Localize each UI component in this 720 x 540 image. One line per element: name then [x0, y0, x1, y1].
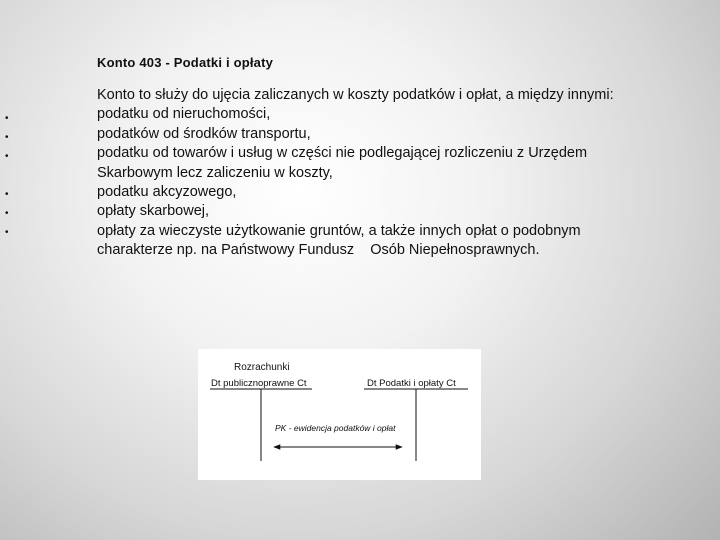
bullet-marker: • — [5, 151, 9, 162]
list-item: podatku od towarów i usług w części nie podlegającej rozliczeniu z Urzędem — [97, 145, 588, 162]
right-account-label: Dt Podatki i opłaty Ct — [367, 378, 456, 389]
list-item: opłaty skarbowej, — [97, 203, 210, 220]
list-item: opłaty za wieczyste użytkowanie gruntów, a także innych opłat o podobnym — [97, 222, 581, 239]
list-item-continuation: Skarbowym lecz zaliczeniu w koszty, — [97, 164, 333, 181]
left-account-label: Dt publicznoprawne Ct — [211, 378, 307, 389]
bullet-marker: • — [5, 189, 9, 200]
list-item: podatków od środków transportu, — [97, 125, 311, 142]
slide-body — [97, 86, 614, 261]
accounting-diagram — [198, 349, 481, 480]
bullet-marker: • — [5, 132, 9, 143]
arrow-label: PK - ewidencja podatków i opłat — [275, 423, 396, 433]
slide-title: Konto 403 - Podatki i opłaty — [97, 55, 274, 70]
diagram-svg — [198, 349, 481, 480]
bullet-marker: • — [5, 113, 9, 124]
bullet-marker: • — [5, 208, 9, 219]
list-item-continuation: charakterze np. na Państwowy Fundusz Osób Niepełnosprawnych. — [97, 242, 540, 259]
list-item: podatku akcyzowego, — [97, 184, 237, 201]
intro-text: Konto to służy do ujęcia zaliczanych w koszty podatków i opłat, a między innymi: — [97, 87, 614, 103]
list-item: podatku od nieruchomości, — [97, 106, 271, 123]
bullet-marker: • — [5, 227, 9, 238]
group-label: Rozrachunki — [234, 362, 290, 373]
